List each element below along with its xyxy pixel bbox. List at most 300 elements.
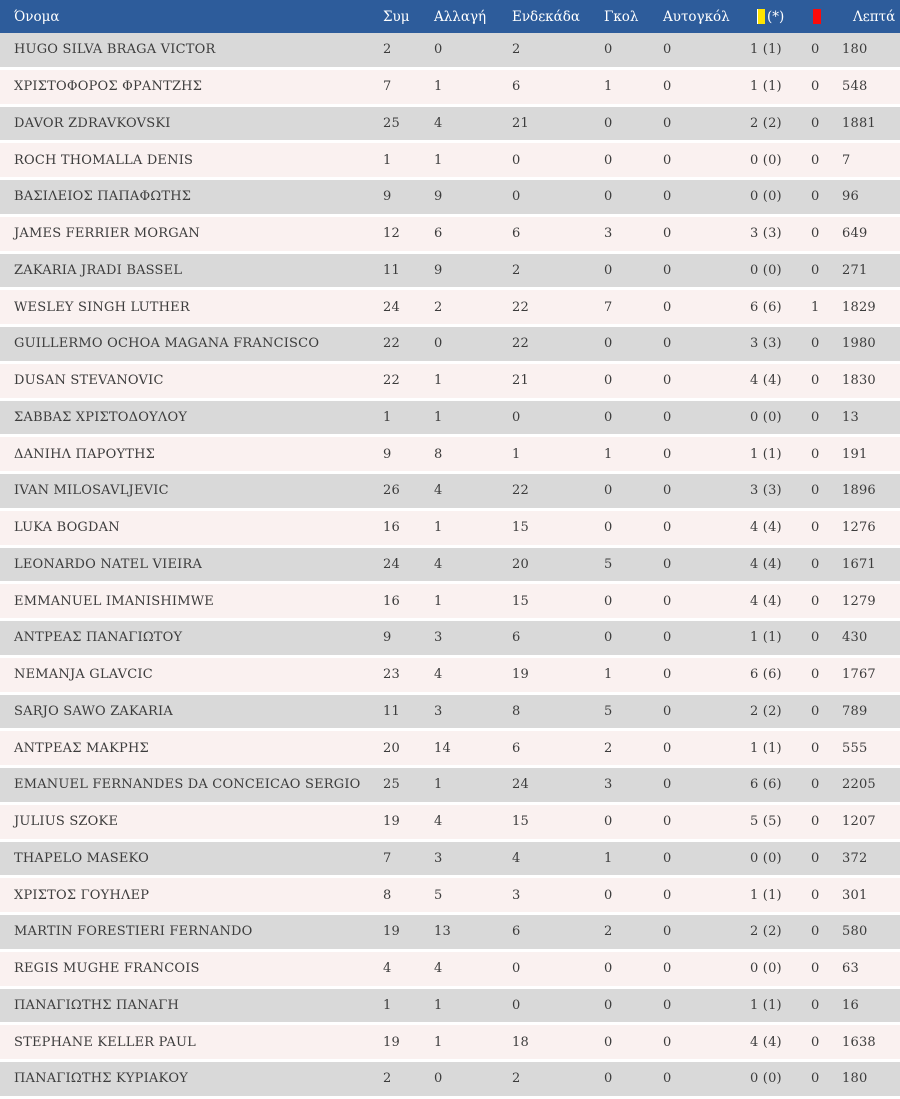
substitutions-cell: 14 (434, 740, 451, 756)
player-row[interactable] (0, 217, 900, 254)
yellow-cards-cell: 6 (6) (750, 299, 782, 315)
player-row[interactable] (0, 584, 900, 621)
player-name-cell: ΧΡΙΣΤΟΦΟΡΟΣ ΦΡΑΝΤΖΗΣ (14, 79, 203, 95)
yellow-cards-cell: 2 (2) (750, 924, 782, 940)
red-cards-cell: 0 (811, 630, 820, 646)
substitutions-cell: 0 (434, 1071, 443, 1087)
yellow-cards-cell: 0 (0) (750, 1071, 782, 1087)
red-cards-cell: 0 (811, 483, 820, 499)
own-goals-cell: 0 (663, 887, 672, 903)
own-goals-cell: 0 (663, 483, 672, 499)
starting-eleven-cell: 6 (512, 740, 521, 756)
player-name-cell: EMANUEL FERNANDES DA CONCEICAO SERGIO (14, 777, 361, 793)
own-goals-cell: 0 (663, 115, 672, 131)
player-name-cell: ZAKARIA JRADI BASSEL (14, 262, 183, 278)
goals-cell: 0 (604, 483, 613, 499)
yellow-cards-cell: 0 (0) (750, 850, 782, 866)
appearances-cell: 25 (383, 115, 400, 131)
appearances-cell: 9 (383, 630, 392, 646)
minutes-cell: 2205 (842, 777, 876, 793)
substitutions-cell: 1 (434, 1034, 443, 1050)
own-goals-cell: 0 (663, 740, 672, 756)
substitutions-cell: 1 (434, 593, 443, 609)
player-name-cell: SARJO SAWO ZAKARIA (14, 703, 173, 719)
minutes-cell: 1980 (842, 336, 876, 352)
goals-cell: 0 (604, 887, 613, 903)
player-name-cell: ΠΑΝΑΓΙΩΤΗΣ ΚΥΡΙΑΚΟΥ (14, 1071, 189, 1087)
yellow-cards-cell: 1 (1) (750, 79, 782, 95)
appearances-cell: 7 (383, 79, 392, 95)
red-cards-cell: 0 (811, 740, 820, 756)
appearances-cell: 11 (383, 262, 400, 278)
minutes-cell: 180 (842, 1071, 868, 1087)
column-header-own-goals[interactable]: Αυτογκόλ (663, 8, 730, 25)
player-name-cell: ΔΑΝΙΗΛ ΠΑΡΟΥΤΗΣ (14, 446, 156, 462)
minutes-cell: 96 (842, 189, 859, 205)
substitutions-cell: 9 (434, 262, 443, 278)
player-row[interactable] (0, 327, 900, 364)
player-row[interactable] (0, 915, 900, 952)
appearances-cell: 9 (383, 189, 392, 205)
minutes-cell: 301 (842, 887, 868, 903)
player-row[interactable] (0, 33, 900, 70)
yellow-cards-label: (*) (767, 8, 785, 25)
red-cards-cell: 0 (811, 42, 820, 58)
appearances-cell: 11 (383, 703, 400, 719)
yellow-cards-cell: 0 (0) (750, 262, 782, 278)
starting-eleven-cell: 15 (512, 814, 529, 830)
yellow-cards-cell: 4 (4) (750, 373, 782, 389)
substitutions-cell: 4 (434, 667, 443, 683)
goals-cell: 0 (604, 152, 613, 168)
red-cards-cell: 0 (811, 1034, 820, 1050)
player-row[interactable] (0, 695, 900, 732)
goals-cell: 0 (604, 1034, 613, 1050)
own-goals-cell: 0 (663, 373, 672, 389)
goals-cell: 0 (604, 262, 613, 278)
red-cards-cell: 0 (811, 997, 820, 1013)
yellow-cards-cell: 1 (1) (750, 740, 782, 756)
red-cards-cell: 0 (811, 79, 820, 95)
player-row[interactable] (0, 70, 900, 107)
goals-cell: 1 (604, 446, 613, 462)
player-row[interactable] (0, 143, 900, 180)
substitutions-cell: 5 (434, 887, 443, 903)
player-name-cell: EMMANUEL IMANISHIMWE (14, 593, 214, 609)
substitutions-cell: 3 (434, 630, 443, 646)
own-goals-cell: 0 (663, 850, 672, 866)
substitutions-cell: 8 (434, 446, 443, 462)
minutes-cell: 1279 (842, 593, 876, 609)
red-cards-cell: 0 (811, 226, 820, 242)
player-row[interactable] (0, 952, 900, 989)
goals-cell: 0 (604, 336, 613, 352)
table-header (0, 0, 900, 33)
own-goals-cell: 0 (663, 997, 672, 1013)
appearances-cell: 1 (383, 152, 392, 168)
minutes-cell: 191 (842, 446, 868, 462)
player-row[interactable] (0, 180, 900, 217)
appearances-cell: 24 (383, 299, 400, 315)
yellow-cards-cell: 1 (1) (750, 997, 782, 1013)
player-row[interactable] (0, 474, 900, 511)
goals-cell: 1 (604, 850, 613, 866)
starting-eleven-cell: 2 (512, 1071, 521, 1087)
column-header-starting-eleven[interactable]: Ενδεκάδα (512, 8, 580, 25)
substitutions-cell: 3 (434, 703, 443, 719)
appearances-cell: 1 (383, 409, 392, 425)
red-cards-cell: 0 (811, 446, 820, 462)
substitutions-cell: 1 (434, 373, 443, 389)
goals-cell: 5 (604, 556, 613, 572)
minutes-cell: 180 (842, 42, 868, 58)
minutes-cell: 1207 (842, 814, 876, 830)
goals-cell: 0 (604, 115, 613, 131)
goals-cell: 0 (604, 593, 613, 609)
minutes-cell: 13 (842, 409, 859, 425)
player-row[interactable] (0, 878, 900, 915)
starting-eleven-cell: 15 (512, 593, 529, 609)
starting-eleven-cell: 1 (512, 446, 521, 462)
appearances-cell: 26 (383, 483, 400, 499)
player-name-cell: ΣΑΒΒΑΣ ΧΡΙΣΤΟΔΟΥΛΟΥ (14, 409, 188, 425)
column-header-goals[interactable]: Γκολ (604, 8, 639, 25)
goals-cell: 0 (604, 1071, 613, 1087)
yellow-cards-cell: 1 (1) (750, 887, 782, 903)
yellow-cards-cell: 0 (0) (750, 152, 782, 168)
player-name-cell: IVAN MILOSAVLJEVIC (14, 483, 169, 499)
substitutions-cell: 1 (434, 777, 443, 793)
own-goals-cell: 0 (663, 703, 672, 719)
goals-cell: 1 (604, 79, 613, 95)
minutes-cell: 271 (842, 262, 868, 278)
player-row[interactable] (0, 437, 900, 474)
own-goals-cell: 0 (663, 152, 672, 168)
player-name-cell: LEONARDO NATEL VIEIRA (14, 556, 203, 572)
minutes-cell: 63 (842, 961, 859, 977)
own-goals-cell: 0 (663, 446, 672, 462)
goals-cell: 0 (604, 409, 613, 425)
player-name-cell: ΒΑΣΙΛΕΙΟΣ ΠΑΠΑΦΩΤΗΣ (14, 189, 192, 205)
goals-cell: 7 (604, 299, 613, 315)
minutes-cell: 1638 (842, 1034, 876, 1050)
starting-eleven-cell: 8 (512, 703, 521, 719)
player-row[interactable] (0, 364, 900, 401)
substitutions-cell: 1 (434, 79, 443, 95)
minutes-cell: 1881 (842, 115, 876, 131)
substitutions-cell: 9 (434, 189, 443, 205)
yellow-card-icon (757, 9, 765, 24)
minutes-cell: 7 (842, 152, 851, 168)
appearances-cell: 12 (383, 226, 400, 242)
goals-cell: 3 (604, 777, 613, 793)
red-cards-cell: 0 (811, 667, 820, 683)
red-cards-cell: 0 (811, 850, 820, 866)
starting-eleven-cell: 15 (512, 520, 529, 536)
appearances-cell: 19 (383, 814, 400, 830)
starting-eleven-cell: 0 (512, 997, 521, 1013)
red-cards-cell: 0 (811, 961, 820, 977)
substitutions-cell: 4 (434, 115, 443, 131)
yellow-cards-cell: 1 (1) (750, 42, 782, 58)
own-goals-cell: 0 (663, 1034, 672, 1050)
appearances-cell: 7 (383, 850, 392, 866)
minutes-cell: 1671 (842, 556, 876, 572)
player-name-cell: REGIS MUGHE FRANCOIS (14, 961, 200, 977)
starting-eleven-cell: 22 (512, 336, 529, 352)
red-cards-cell: 0 (811, 262, 820, 278)
player-name-cell: ΠΑΝΑΓΙΩΤΗΣ ΠΑΝΑΓΗ (14, 997, 179, 1013)
appearances-cell: 16 (383, 520, 400, 536)
own-goals-cell: 0 (663, 336, 672, 352)
goals-cell: 0 (604, 42, 613, 58)
goals-cell: 0 (604, 997, 613, 1013)
appearances-cell: 23 (383, 667, 400, 683)
red-cards-cell: 0 (811, 409, 820, 425)
yellow-cards-cell: 6 (6) (750, 777, 782, 793)
red-cards-cell: 0 (811, 520, 820, 536)
substitutions-cell: 4 (434, 814, 443, 830)
player-name-cell: ΑΝΤΡΕΑΣ ΠΑΝΑΓΙΩΤΟΥ (14, 630, 183, 646)
player-row[interactable] (0, 511, 900, 548)
starting-eleven-cell: 18 (512, 1034, 529, 1050)
starting-eleven-cell: 20 (512, 556, 529, 572)
goals-cell: 1 (604, 667, 613, 683)
red-cards-cell: 0 (811, 814, 820, 830)
substitutions-cell: 0 (434, 336, 443, 352)
column-header-minutes[interactable]: Λεπτά (853, 8, 896, 25)
starting-eleven-cell: 0 (512, 961, 521, 977)
substitutions-cell: 13 (434, 924, 451, 940)
red-cards-cell: 1 (811, 299, 820, 315)
substitutions-cell: 1 (434, 997, 443, 1013)
yellow-cards-cell: 1 (1) (750, 446, 782, 462)
player-row[interactable] (0, 658, 900, 695)
starting-eleven-cell: 21 (512, 115, 529, 131)
goals-cell: 0 (604, 814, 613, 830)
player-name-cell: DUSAN STEVANOVIC (14, 373, 164, 389)
yellow-cards-cell: 4 (4) (750, 1034, 782, 1050)
red-cards-cell: 0 (811, 887, 820, 903)
starting-eleven-cell: 0 (512, 189, 521, 205)
appearances-cell: 22 (383, 373, 400, 389)
player-name-cell: GUILLERMO OCHOA MAGANA FRANCISCO (14, 336, 320, 352)
yellow-cards-cell: 4 (4) (750, 593, 782, 609)
player-row[interactable] (0, 254, 900, 291)
yellow-cards-cell: 0 (0) (750, 189, 782, 205)
player-name-cell: THAPELO MASEKO (14, 850, 149, 866)
player-name-cell: JULIUS SZOKE (14, 814, 119, 830)
red-cards-cell: 0 (811, 556, 820, 572)
player-row[interactable] (0, 401, 900, 438)
red-cards-cell: 0 (811, 189, 820, 205)
goals-cell: 0 (604, 520, 613, 536)
player-name-cell: LUKA BOGDAN (14, 520, 120, 536)
minutes-cell: 1767 (842, 667, 876, 683)
player-row[interactable] (0, 1025, 900, 1062)
starting-eleven-cell: 19 (512, 667, 529, 683)
player-row[interactable] (0, 1062, 900, 1099)
own-goals-cell: 0 (663, 961, 672, 977)
red-cards-cell: 0 (811, 593, 820, 609)
player-name-cell: DAVOR ZDRAVKOVSKI (14, 115, 171, 131)
column-header-appearances[interactable]: Συμ (383, 8, 410, 25)
own-goals-cell: 0 (663, 667, 672, 683)
own-goals-cell: 0 (663, 189, 672, 205)
substitutions-cell: 6 (434, 226, 443, 242)
goals-cell: 0 (604, 189, 613, 205)
yellow-cards-cell: 5 (5) (750, 814, 782, 830)
player-row[interactable] (0, 768, 900, 805)
goals-cell: 5 (604, 703, 613, 719)
appearances-cell: 2 (383, 1071, 392, 1087)
table-body (0, 33, 900, 1099)
substitutions-cell: 1 (434, 520, 443, 536)
yellow-cards-cell: 3 (3) (750, 483, 782, 499)
player-name-cell: STEPHANE KELLER PAUL (14, 1034, 196, 1050)
appearances-cell: 1 (383, 997, 392, 1013)
red-cards-cell: 0 (811, 152, 820, 168)
own-goals-cell: 0 (663, 299, 672, 315)
yellow-cards-cell: 4 (4) (750, 520, 782, 536)
goals-cell: 2 (604, 740, 613, 756)
appearances-cell: 8 (383, 887, 392, 903)
appearances-cell: 4 (383, 961, 392, 977)
own-goals-cell: 0 (663, 814, 672, 830)
minutes-cell: 1896 (842, 483, 876, 499)
red-cards-cell: 0 (811, 373, 820, 389)
appearances-cell: 25 (383, 777, 400, 793)
red-cards-cell: 0 (811, 336, 820, 352)
red-cards-cell: 0 (811, 1071, 820, 1087)
minutes-cell: 1830 (842, 373, 876, 389)
column-header-substitutions[interactable]: Αλλαγή (434, 8, 487, 25)
minutes-cell: 430 (842, 630, 868, 646)
goals-cell: 3 (604, 226, 613, 242)
appearances-cell: 19 (383, 1034, 400, 1050)
own-goals-cell: 0 (663, 42, 672, 58)
red-cards-cell: 0 (811, 777, 820, 793)
starting-eleven-cell: 6 (512, 630, 521, 646)
yellow-cards-cell: 2 (2) (750, 115, 782, 131)
player-row[interactable] (0, 842, 900, 879)
appearances-cell: 20 (383, 740, 400, 756)
own-goals-cell: 0 (663, 556, 672, 572)
yellow-cards-cell: 2 (2) (750, 703, 782, 719)
own-goals-cell: 0 (663, 630, 672, 646)
minutes-cell: 649 (842, 226, 868, 242)
substitutions-cell: 1 (434, 409, 443, 425)
column-header-red-cards[interactable] (811, 9, 842, 24)
starting-eleven-cell: 21 (512, 373, 529, 389)
goals-cell: 2 (604, 924, 613, 940)
own-goals-cell: 0 (663, 409, 672, 425)
own-goals-cell: 0 (663, 226, 672, 242)
appearances-cell: 9 (383, 446, 392, 462)
red-cards-cell: 0 (811, 115, 820, 131)
starting-eleven-cell: 24 (512, 777, 529, 793)
substitutions-cell: 2 (434, 299, 443, 315)
yellow-cards-cell: 1 (1) (750, 630, 782, 646)
player-name-cell: NEMANJA GLAVCIC (14, 667, 153, 683)
goals-cell: 0 (604, 961, 613, 977)
player-row[interactable] (0, 107, 900, 144)
player-name-cell: ROCH THOMALLA DENIS (14, 152, 194, 168)
column-header-yellow-cards[interactable] (750, 9, 811, 25)
substitutions-cell: 0 (434, 42, 443, 58)
starting-eleven-cell: 0 (512, 409, 521, 425)
substitutions-cell: 4 (434, 556, 443, 572)
starting-eleven-cell: 6 (512, 924, 521, 940)
player-row[interactable] (0, 989, 900, 1026)
starting-eleven-cell: 4 (512, 850, 521, 866)
player-name-cell: ΧΡΙΣΤΟΣ ΓΟΥΗΛΕΡ (14, 887, 150, 903)
yellow-cards-cell: 4 (4) (750, 556, 782, 572)
goals-cell: 0 (604, 630, 613, 646)
red-card-icon (813, 9, 821, 24)
appearances-cell: 24 (383, 556, 400, 572)
yellow-cards-cell: 0 (0) (750, 961, 782, 977)
own-goals-cell: 0 (663, 777, 672, 793)
goals-cell: 0 (604, 373, 613, 389)
minutes-cell: 580 (842, 924, 868, 940)
red-cards-cell: 0 (811, 924, 820, 940)
player-row[interactable] (0, 290, 900, 327)
player-row[interactable] (0, 621, 900, 658)
own-goals-cell: 0 (663, 520, 672, 536)
own-goals-cell: 0 (663, 593, 672, 609)
starting-eleven-cell: 2 (512, 42, 521, 58)
appearances-cell: 16 (383, 593, 400, 609)
red-cards-cell: 0 (811, 703, 820, 719)
starting-eleven-cell: 6 (512, 79, 521, 95)
column-header-name[interactable]: Όνομα (14, 8, 60, 25)
minutes-cell: 16 (842, 997, 859, 1013)
substitutions-cell: 4 (434, 961, 443, 977)
appearances-cell: 19 (383, 924, 400, 940)
player-row[interactable] (0, 805, 900, 842)
minutes-cell: 555 (842, 740, 868, 756)
player-row[interactable] (0, 731, 900, 768)
substitutions-cell: 1 (434, 152, 443, 168)
appearances-cell: 2 (383, 42, 392, 58)
player-row[interactable] (0, 548, 900, 585)
player-name-cell: JAMES FERRIER MORGAN (14, 226, 200, 242)
minutes-cell: 548 (842, 79, 868, 95)
substitutions-cell: 4 (434, 483, 443, 499)
starting-eleven-cell: 0 (512, 152, 521, 168)
own-goals-cell: 0 (663, 924, 672, 940)
starting-eleven-cell: 3 (512, 887, 521, 903)
minutes-cell: 789 (842, 703, 868, 719)
yellow-cards-cell: 0 (0) (750, 409, 782, 425)
minutes-cell: 1276 (842, 520, 876, 536)
starting-eleven-cell: 6 (512, 226, 521, 242)
own-goals-cell: 0 (663, 1071, 672, 1087)
minutes-cell: 1829 (842, 299, 876, 315)
appearances-cell: 22 (383, 336, 400, 352)
player-name-cell: MARTIN FORESTIERI FERNANDO (14, 924, 253, 940)
own-goals-cell: 0 (663, 262, 672, 278)
yellow-cards-cell: 3 (3) (750, 226, 782, 242)
substitutions-cell: 3 (434, 850, 443, 866)
starting-eleven-cell: 22 (512, 483, 529, 499)
player-name-cell: HUGO SILVA BRAGA VICTOR (14, 42, 216, 58)
player-name-cell: ΑΝΤΡΕΑΣ ΜΑΚΡΗΣ (14, 740, 149, 756)
starting-eleven-cell: 22 (512, 299, 529, 315)
yellow-cards-cell: 6 (6) (750, 667, 782, 683)
own-goals-cell: 0 (663, 79, 672, 95)
